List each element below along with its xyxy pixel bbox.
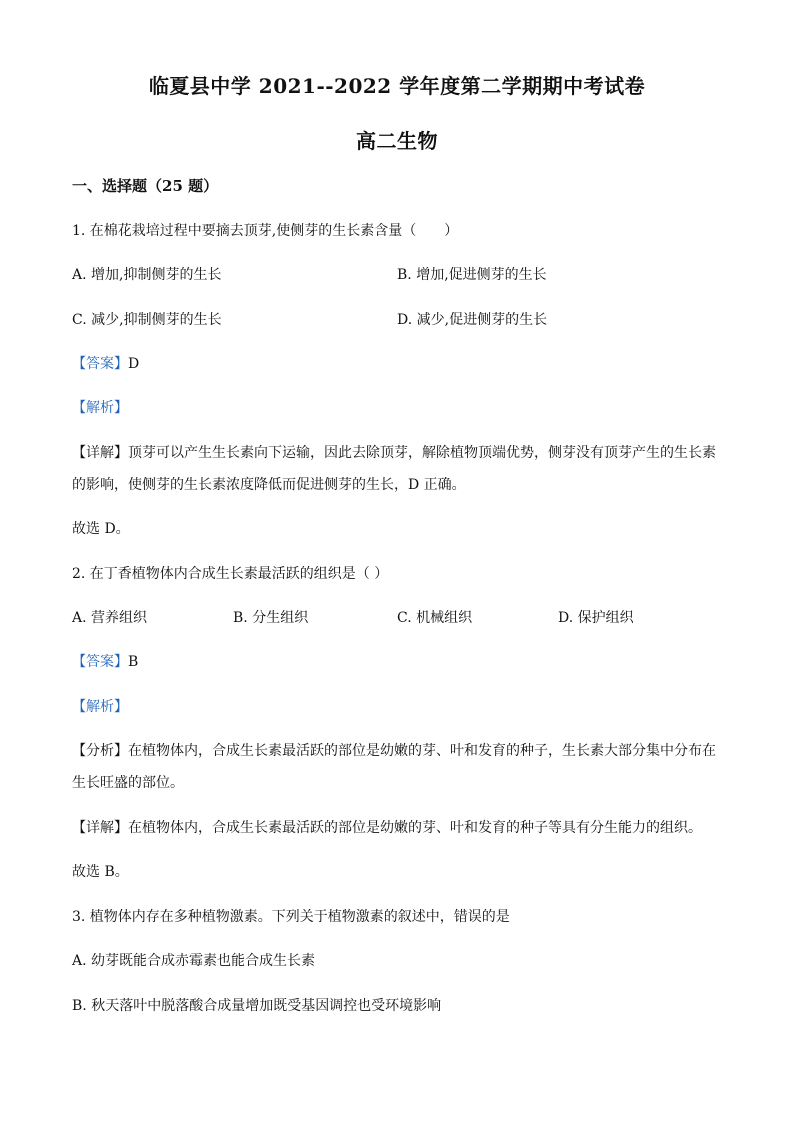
question-1-stem: 1. 在棉花栽培过程中要摘去顶芽,使侧芽的生长素含量（ ） (72, 223, 459, 239)
question-1-answer (72, 354, 732, 374)
question-2-option-a: A. 营养组织 (72, 610, 148, 626)
fenxi-text: 在植物体内，合成生长素最活跃的部位是幼嫩的芽、叶和发育的种子，生长素大部分集中分布在 (128, 743, 716, 759)
question-2-option-d: D. 保护组织 (558, 610, 634, 626)
question-2-detail (72, 818, 732, 838)
question-2-fenxi-line-2: 生长旺盛的部位。 (72, 775, 184, 791)
question-1-analysis (72, 398, 732, 418)
question-3-stem: 3. 植物体内存在多种植物激素。下列关于植物激素的叙述中，错误的是 (72, 909, 510, 925)
detail-tag: 【详解】 (72, 445, 128, 461)
page-title: 临夏县中学 2021--2022 学年度第二学期期中考试卷 (148, 74, 646, 98)
question-3-option-a: A. 幼芽既能合成赤霉素也能合成生长素 (72, 953, 316, 969)
question-2-conclusion: 故选 B。 (72, 864, 129, 880)
question-2-answer (72, 652, 732, 672)
question-2-option-b: B. 分生组织 (233, 610, 309, 626)
detail-text: 顶芽可以产生生长素向下运输，因此去除顶芽，解除植物顶端优势，侧芽没有顶芽产生的生长素 (128, 445, 716, 461)
question-1-option-a: A. 增加,抑制侧芽的生长 (72, 267, 222, 283)
question-1-option-b: B. 增加,促进侧芽的生长 (397, 267, 547, 283)
question-1-option-d: D. 减少,促进侧芽的生长 (397, 312, 548, 328)
question-2-stem: 2. 在丁香植物体内合成生长素最活跃的组织是（ ） (72, 566, 389, 582)
fenxi-tag: 【分析】 (72, 743, 128, 759)
question-2-analysis (72, 697, 732, 717)
answer-tag: 【答案】 (72, 654, 128, 670)
answer-tag: 【答案】 (72, 356, 128, 372)
question-1-conclusion: 故选 D。 (72, 521, 130, 537)
answer-value: D (128, 356, 140, 372)
question-2-option-c: C. 机械组织 (397, 610, 473, 626)
detail-tag: 【详解】 (72, 820, 128, 836)
page-subtitle: 高二生物 (356, 129, 438, 153)
analysis-tag: 【解析】 (72, 699, 128, 715)
question-3-option-b: B. 秋天落叶中脱落酸合成量增加既受基因调控也受环境影响 (72, 998, 442, 1014)
question-1-option-c: C. 减少,抑制侧芽的生长 (72, 312, 222, 328)
detail-text: 在植物体内，合成生长素最活跃的部位是幼嫩的芽、叶和发育的种子等具有分生能力的组织。 (128, 820, 702, 836)
analysis-tag: 【解析】 (72, 400, 128, 416)
section-heading: 一、选择题（25 题） (72, 177, 219, 195)
question-1-detail-line-2: 的影响，使侧芽的生长素浓度降低而促进侧芽的生长，D 正确。 (72, 477, 466, 493)
question-1-detail-line-1 (72, 443, 732, 463)
answer-value: B (128, 654, 139, 670)
question-2-fenxi-line-1 (72, 741, 732, 761)
